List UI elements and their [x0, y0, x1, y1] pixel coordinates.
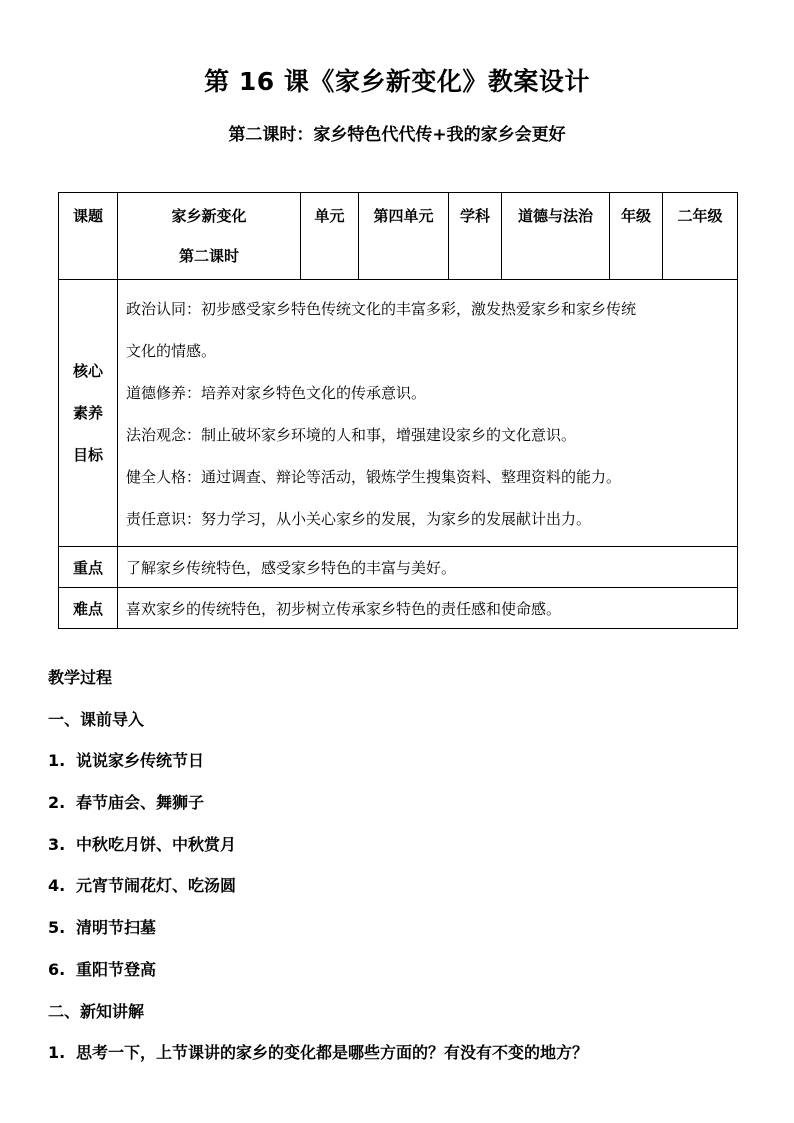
subject-value: 道德与法治 — [502, 193, 610, 280]
list-item — [48, 785, 748, 827]
topic-label: 课题 — [59, 193, 118, 280]
item-text: 清明节扫墓 — [76, 918, 157, 938]
core-label-line: 核心 — [72, 362, 103, 380]
section-heading: 一、课前导入 — [48, 709, 145, 729]
subject-label: 学科 — [449, 193, 502, 280]
process-heading: 教学过程 — [48, 668, 113, 687]
key-point-text: 了解家乡传统特色，感受家乡特色的丰富与美好。 — [118, 547, 738, 588]
item-number: 3. — [48, 834, 66, 854]
item-number: 4. — [48, 876, 66, 896]
unit-value: 第四单元 — [359, 193, 449, 280]
core-literacy-goals — [118, 280, 738, 547]
item-number: 6. — [48, 959, 66, 979]
list-item — [48, 868, 748, 910]
section-heading: 二、新知讲解 — [48, 1001, 145, 1021]
grade-label: 年级 — [610, 193, 663, 280]
goal-line: 健全人格：通过调查、辩论等活动，锻炼学生搜集资料、整理资料的能力。 — [126, 468, 622, 486]
item-number: 2. — [48, 793, 66, 813]
topic-value — [118, 193, 301, 280]
core-label-line: 目标 — [72, 446, 103, 464]
goal-line: 文化的情感。 — [126, 342, 217, 360]
difficulty-text: 喜欢家乡的传统特色，初步树立传承家乡特色的责任感和使命感。 — [118, 588, 738, 629]
item-text: 元宵节闹花灯、吃汤圆 — [76, 876, 237, 896]
list-item — [48, 743, 748, 785]
table-row — [59, 280, 738, 547]
document-title: 第 16 课《家乡新变化》教案设计 — [204, 67, 590, 96]
item-text: 说说家乡传统节日 — [76, 751, 205, 771]
goal-line: 法治观念：制止破坏家乡环境的人和事，增强建设家乡的文化意识。 — [126, 426, 577, 444]
unit-label: 单元 — [301, 193, 359, 280]
difficulty-label: 难点 — [59, 588, 118, 629]
item-number: 1. — [48, 1043, 66, 1063]
topic-value-line: 第二课时 — [178, 247, 239, 265]
teaching-process — [48, 660, 748, 1077]
document-subtitle: 第二课时：家乡特色代代传+我的家乡会更好 — [228, 125, 566, 145]
grade-value: 二年级 — [663, 193, 738, 280]
list-item — [48, 827, 748, 869]
item-text: 重阳节登高 — [76, 959, 157, 979]
item-number: 5. — [48, 918, 66, 938]
lesson-info-table — [58, 192, 738, 629]
list-item — [48, 1035, 748, 1077]
item-text: 中秋吃月饼、中秋赏月 — [76, 834, 237, 854]
item-text: 春节庙会、舞狮子 — [76, 793, 205, 813]
core-literacy-label — [59, 280, 118, 547]
table-row — [59, 588, 738, 629]
core-label-line: 素养 — [72, 404, 103, 422]
table-row — [59, 547, 738, 588]
topic-value-line: 家乡新变化 — [171, 207, 247, 225]
item-number: 1. — [48, 751, 66, 771]
goal-line: 道德修养：培养对家乡特色文化的传承意识。 — [126, 384, 427, 402]
key-point-label: 重点 — [59, 547, 118, 588]
list-item — [48, 910, 748, 952]
goal-line: 政治认同：初步感受家乡特色传统文化的丰富多彩，激发热爱家乡和家乡传统 — [126, 300, 637, 318]
item-text: 思考一下，上节课讲的家乡的变化都是哪些方面的？有没有不变的地方？ — [76, 1043, 589, 1063]
goal-line: 责任意识：努力学习，从小关心家乡的发展，为家乡的发展献计出力。 — [126, 510, 592, 528]
table-row — [59, 193, 738, 280]
list-item — [48, 952, 748, 994]
